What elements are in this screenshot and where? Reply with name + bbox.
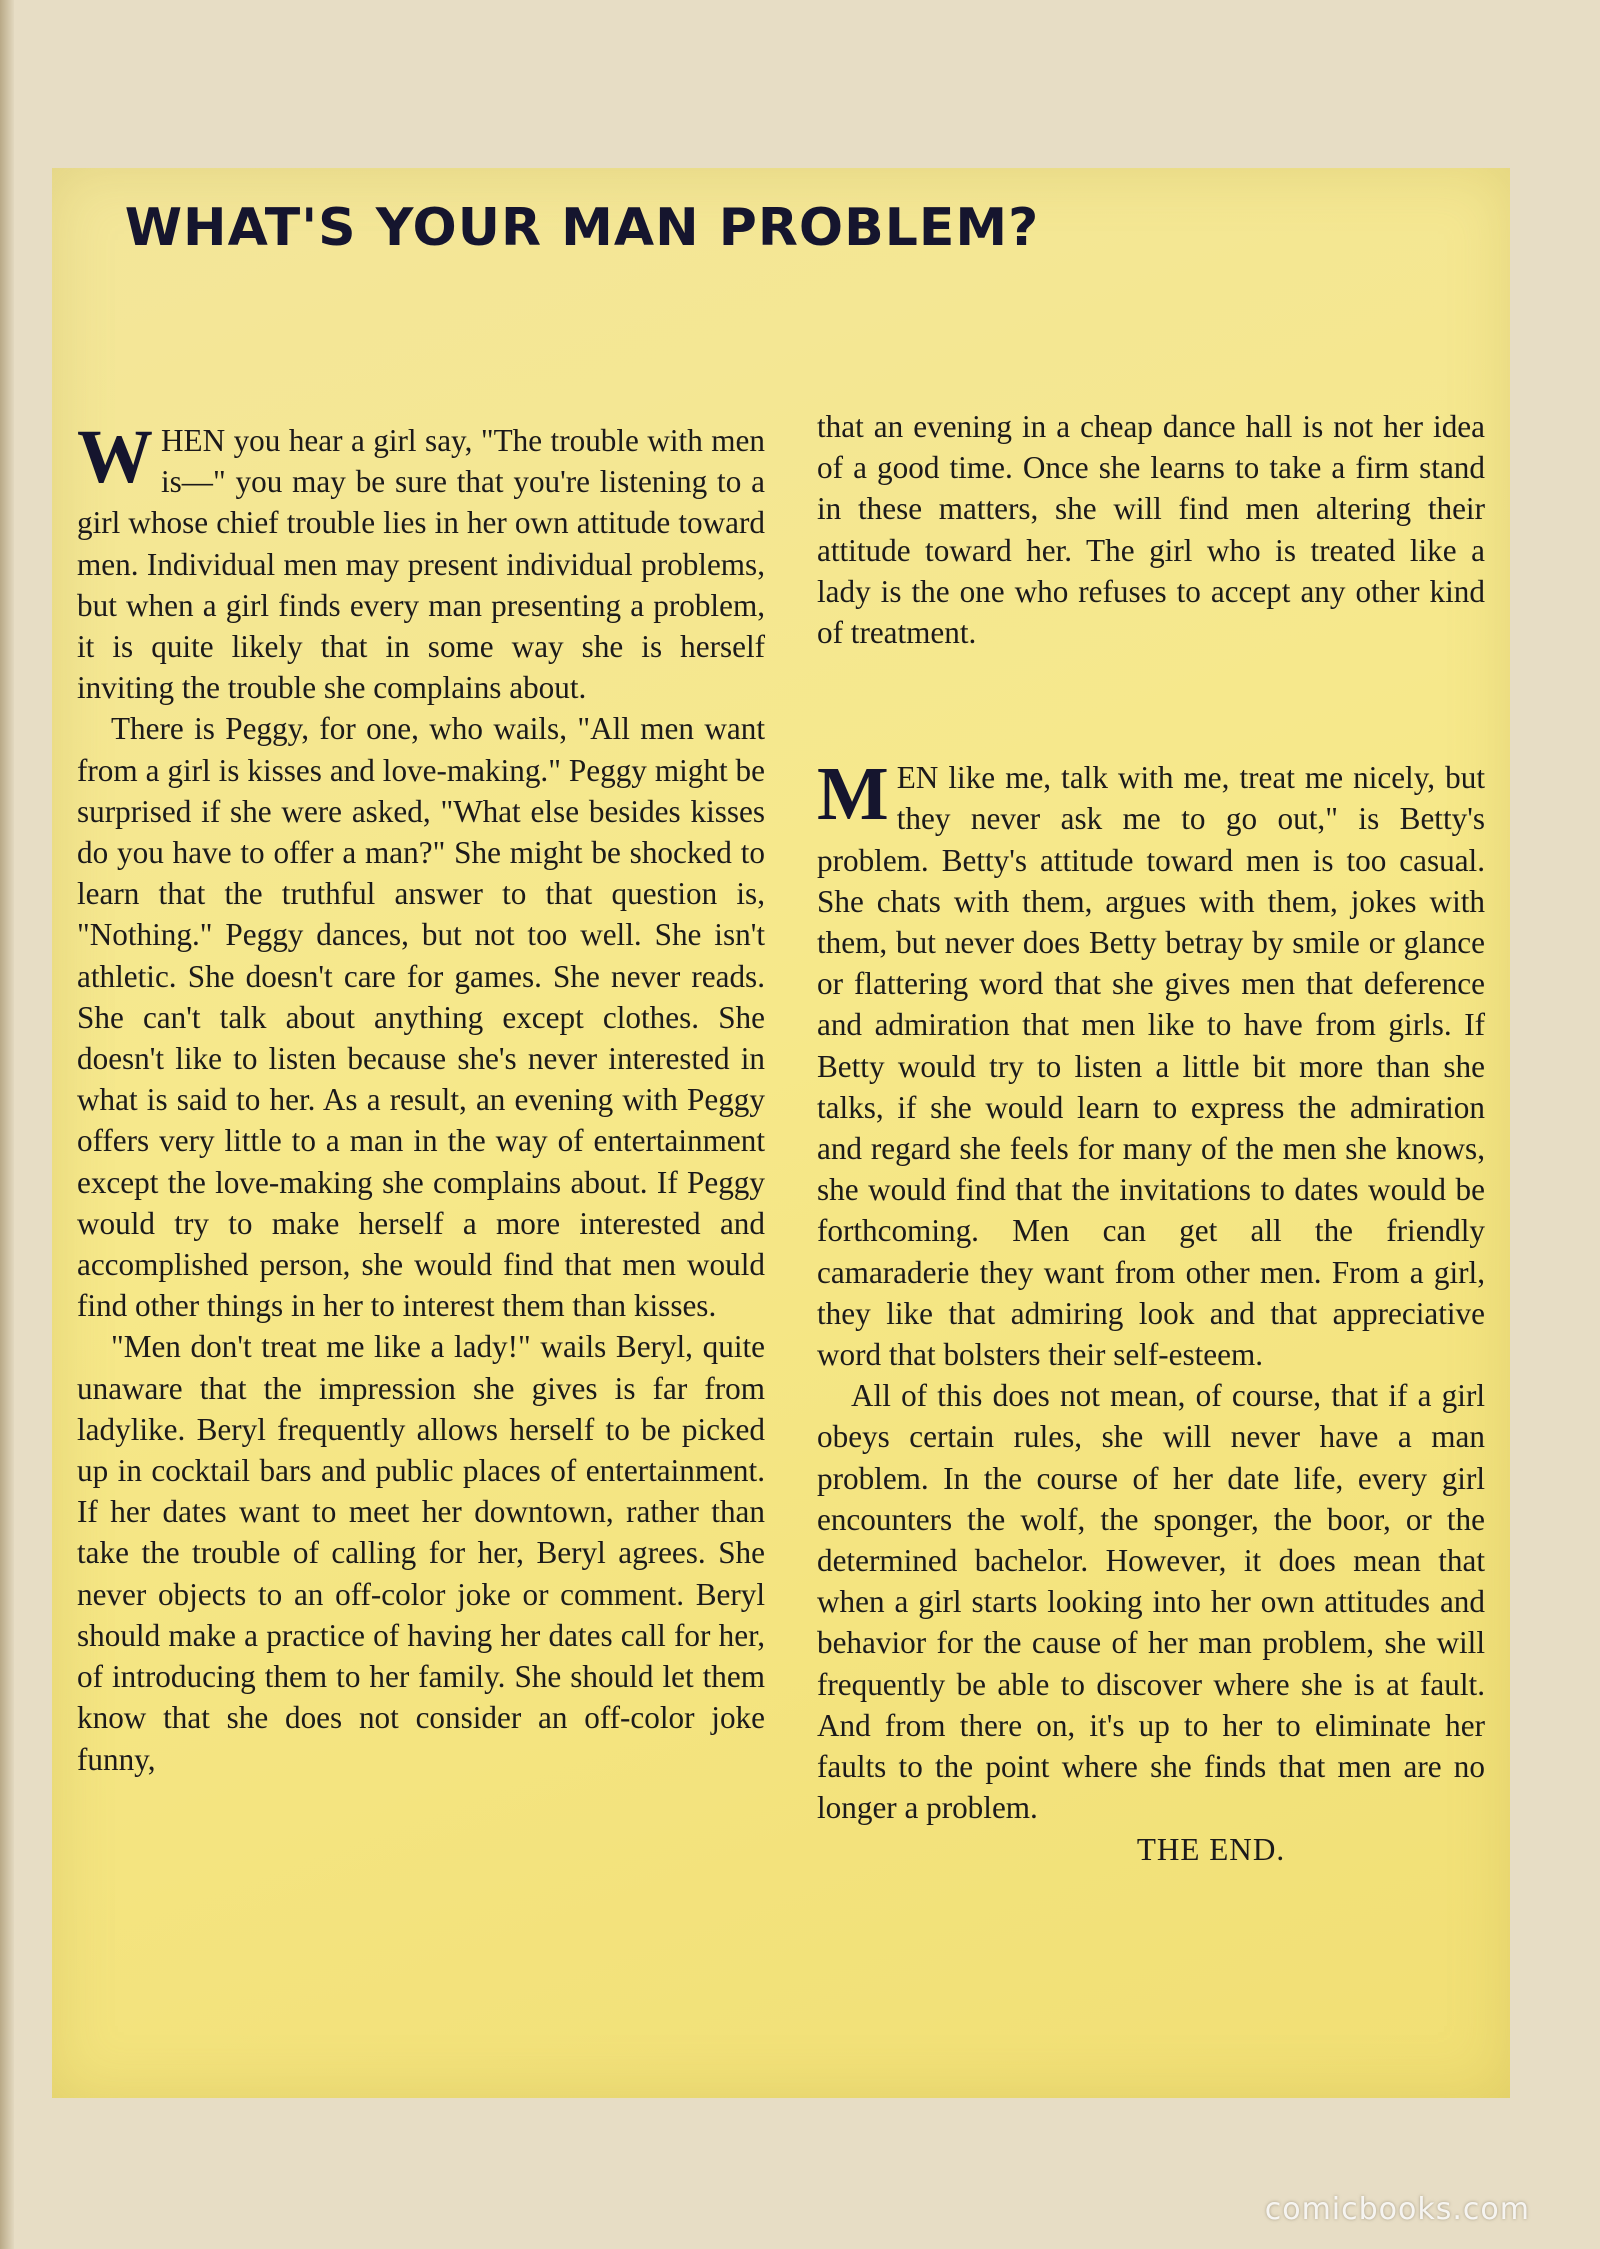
page-binding-edge xyxy=(0,0,14,2249)
drop-cap-m: M xyxy=(817,752,889,837)
watermark: comicbooks.com xyxy=(1264,2192,1530,2227)
article-panel xyxy=(52,168,1510,2098)
paragraph-intro xyxy=(77,415,765,708)
paragraph-peggy: There is Peggy, for one, who wails, "All men want from a girl is kisses and love-making." Peggy might be surprised if she were asked, "What else besides kisses do you have to offer a man?" She might be shocked to learn that the truthful answer to that question is, "Nothing." Peggy dances, but not too well. She isn't athletic. She doesn't care for games. She never reads. She can't talk about anything except clothes. She doesn't like to listen because she's never interested in what is said to her. As a result, an evening with Peggy offers very little to a man in the way of entertainment except the love-making she complains about. If Peggy would try to make herself a more interested and accomplished person, she would find that men would find other things in her to interest them than kisses. xyxy=(77,711,765,1324)
paragraph-intro-text: HEN you hear a girl say, "The trouble with men is—" you may be sure that you're listening to a girl whose chief trouble lies in her own attitude toward men. Individual men may present individual problems, but when a girl finds every man presenting a problem, it is quite likely that in some way she is herself inviting the trouble she complains about. xyxy=(77,423,765,706)
article-title: WHAT'S YOUR MAN PROBLEM? xyxy=(124,198,1040,258)
section-spacer xyxy=(817,653,1485,757)
paragraph-beryl-continued: that an evening in a cheap dance hall is not her idea of a good time. Once she learns to take a firm stand in these matters, she will find men altering their attitude toward her. The girl who is treated like a lady is the one who refuses to accept any other kind of treatment. xyxy=(817,409,1485,651)
drop-cap-w: W xyxy=(77,415,153,499)
paragraph-betty-text: EN like me, talk with me, treat me nicely, but they never ask me to go out," is Betty's problem. Betty's attitude toward men is too casual. She chats with them, argues with them, jokes with them, but never does Betty betray by smile or glance or flattering word that she gives men that deference and admiration that men like to have from girls. If Betty would try to listen a little bit more than she talks, if she would learn to express the admiration and regard she feels for many of the men she knows, she would find that the invitations to dates would be forthcoming. Men can get all the friendly camaraderie they want from other men. From a girl, they like that admiring look and that appreciative word that bolsters their self-esteem. xyxy=(817,760,1485,1373)
paragraph-beryl: "Men don't treat me like a lady!" wails Beryl, quite unaware that the impression she gives is far from ladylike. Beryl frequently allows herself to be picked up in cocktail bars and public places of entertainment. If her dates want to meet her downtown, rather than take the trouble of calling for her, Beryl agrees. She never objects to an off-color joke or comment. Beryl should make a practice of having her dates call for her, of introducing them to her family. She should let them know that she does not consider an off-color joke funny, xyxy=(77,1329,765,1777)
the-end-label: THE END. xyxy=(1136,1831,1286,1867)
paragraph-conclusion: All of this does not mean, of course, that if a girl obeys certain rules, she will never have a man problem. In the course of her date life, every girl encounters the wolf, the sponger, the boor, or the determined bachelor. However, it does mean that when a girl starts looking into her own attitudes and behavior for the cause of her man problem, she will frequently be able to discover where she is at fault. And from there on, it's up to her to eliminate her faults to the point where she finds that men are no longer a problem. xyxy=(817,1378,1485,1826)
right-column xyxy=(817,406,1485,1870)
paragraph-betty xyxy=(817,752,1485,1375)
left-column xyxy=(77,415,765,1780)
